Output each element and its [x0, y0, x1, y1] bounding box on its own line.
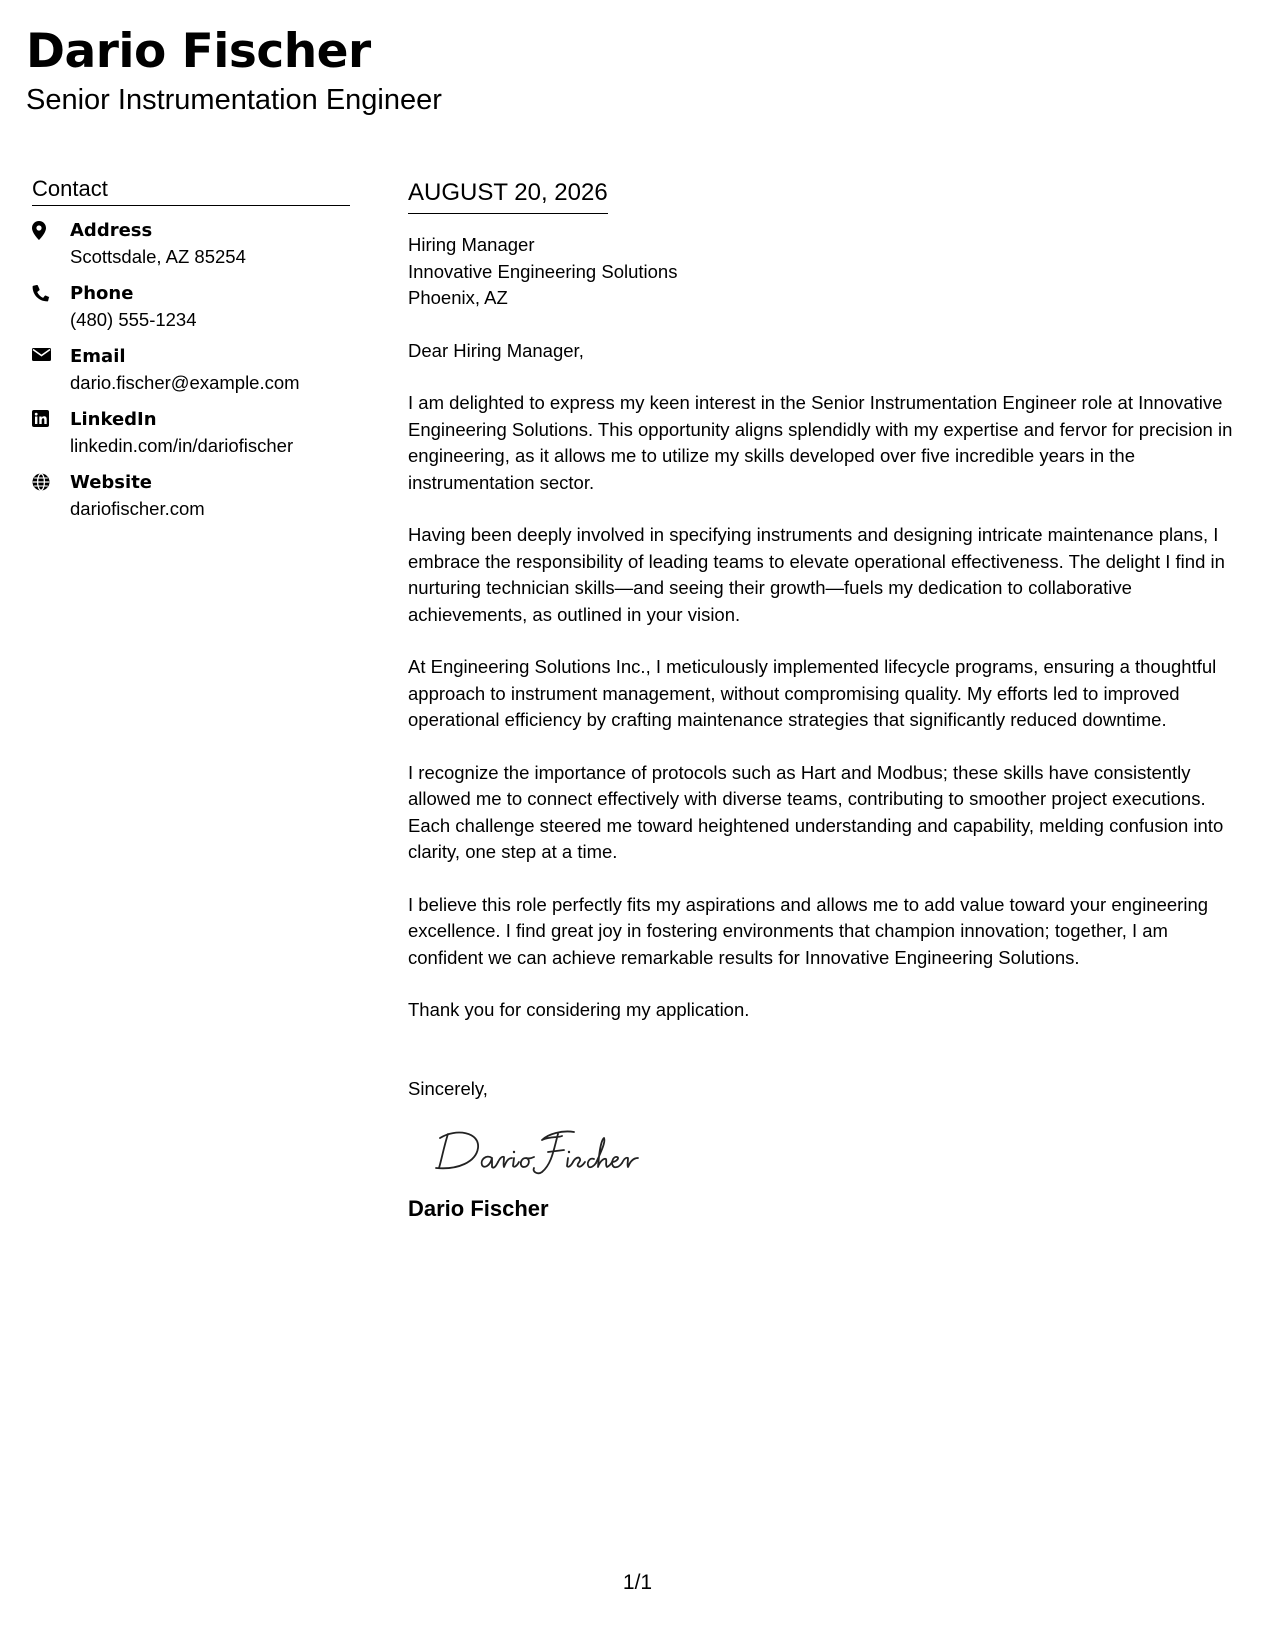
- applicant-name: Dario Fischer: [26, 24, 371, 79]
- contact-label: Website: [70, 472, 153, 493]
- recipient-line: Hiring Manager: [408, 234, 535, 255]
- contact-value-linkedin[interactable]: linkedin.com/in/dariofischer: [70, 435, 294, 456]
- contact-label: Address: [70, 220, 153, 241]
- handwritten-signature: [434, 1120, 1248, 1180]
- applicant-job-title: Senior Instrumentation Engineer: [26, 84, 442, 116]
- cover-letter-body: [408, 177, 1248, 1224]
- contact-value-phone: (480) 555-1234: [70, 309, 197, 330]
- body-paragraph: At Engineering Solutions Inc., I meticulously implemented lifecycle programs, ensuring a thoughtful approach to instrument management, without compromising quality. My efforts led to improved operational efficiency by crafting maintenance strategies that significantly reduced downtime.: [408, 656, 1217, 730]
- body-paragraph: Having been deeply involved in specifying instruments and designing intricate maintenance plans, I embrace the responsibility of leading teams to elevate operational effectiveness. The delight I find in nurturing technician skills—and seeing their growth—fuels my dedication to collaborative achievements, as outlined in your vision.: [408, 524, 1225, 625]
- contact-value-website[interactable]: dariofischer.com: [70, 498, 205, 519]
- envelope-icon: [32, 344, 70, 362]
- body-paragraph: I am delighted to express my keen interest in the Senior Instrumentation Engineer role at Innovative Engineering Solutions. This opportunity aligns splendidly with my expertise and fervor for precision in engineering, as it allows me to utilize my skills developed over five incredible years in the instrumentation sector.: [408, 392, 1233, 493]
- body-paragraph: I recognize the importance of protocols such as Hart and Modbus; these skills have consistently allowed me to connect effectively with diverse teams, contributing to smoother project executions. Each challenge steered me toward heightened understanding and capability, melding confusion into clarity, one step at a time.: [408, 761, 1224, 862]
- contact-item-phone: [32, 281, 350, 332]
- recipient-company: Innovative Engineering Solutions: [408, 260, 678, 282]
- salutation: Dear Hiring Manager,: [408, 339, 584, 361]
- contact-item-linkedin: [32, 407, 350, 458]
- globe-icon: [32, 470, 70, 491]
- map-pin-icon: [32, 218, 70, 240]
- contact-label: Email: [70, 346, 126, 367]
- contact-label: LinkedIn: [70, 409, 157, 430]
- contact-item-website: [32, 470, 350, 521]
- contact-label: Phone: [70, 283, 134, 304]
- page-number: 1/1: [622, 1571, 653, 1594]
- contact-item-address: [32, 218, 350, 269]
- phone-icon: [32, 281, 70, 302]
- body-paragraph: I believe this role perfectly fits my aspirations and allows me to add value toward your engineering excellence. I find great joy in fostering environments that champion innovation; together, I am confident we can achieve remarkable results for Innovative Engineering Solutions.: [408, 893, 1209, 968]
- recipient-block: [408, 232, 1248, 312]
- contact-value-email[interactable]: dario.fischer@example.com: [70, 372, 300, 393]
- contact-item-email: [32, 344, 350, 395]
- resume-header: [26, 22, 442, 118]
- thank-you-line: Thank you for considering my application.: [408, 999, 750, 1020]
- linkedin-icon: [32, 407, 70, 427]
- letter-date: AUGUST 20, 2026: [408, 177, 608, 214]
- contact-value-address: Scottsdale, AZ 85254: [70, 246, 246, 267]
- contact-sidebar: [32, 175, 350, 533]
- closing-line: Sincerely,: [408, 1077, 488, 1099]
- signed-name: Dario Fischer: [408, 1196, 549, 1221]
- contact-heading: Contact: [32, 175, 350, 206]
- recipient-location: Phoenix, AZ: [408, 287, 508, 308]
